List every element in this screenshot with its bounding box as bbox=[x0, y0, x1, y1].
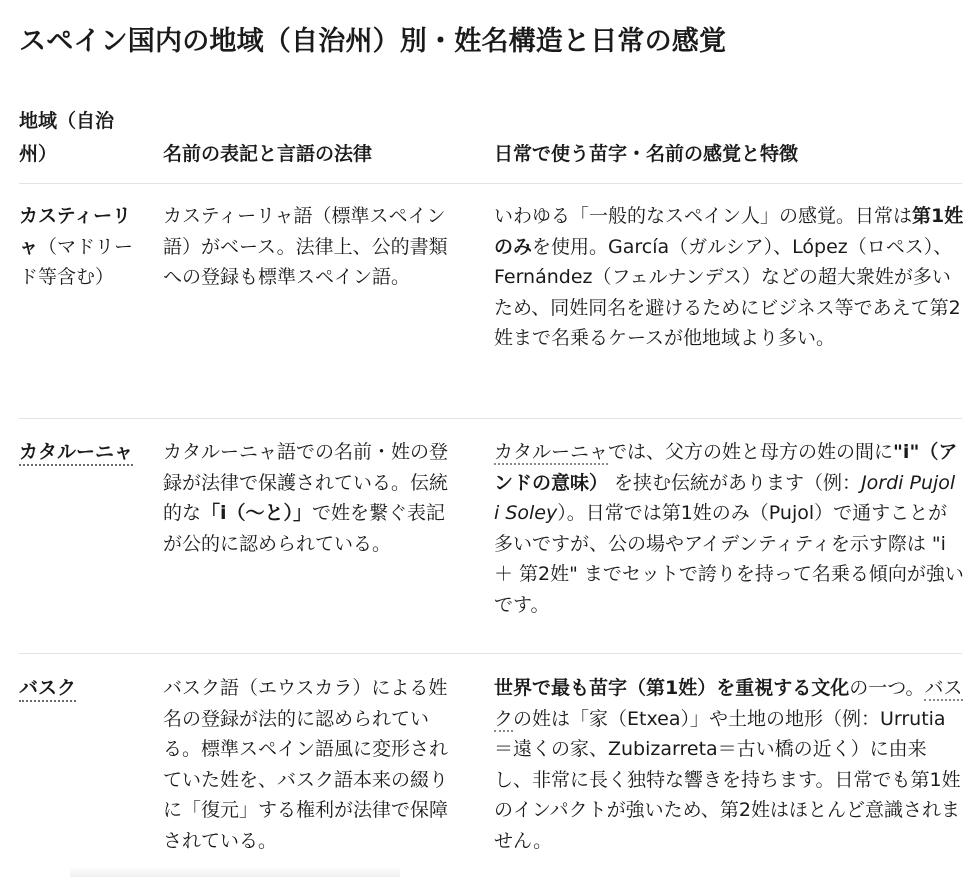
daily-text: の一つ。 bbox=[849, 677, 925, 699]
law-cell: バスク語（エウスカラ）による姓名の登録が法的に認められている。標準スペイン語風に変形されていた姓を、バスク語本来の綴りに「復元」する権利が法律で保障されている。 bbox=[163, 677, 449, 852]
region-note: （マドリード等含む） bbox=[19, 235, 134, 288]
row-divider bbox=[19, 653, 962, 654]
term-link-basque[interactable]: バスク bbox=[494, 677, 963, 730]
region-cell-basque[interactable] bbox=[19, 673, 137, 704]
daily-emphasis: 世界で最も苗字（第1姓）を重視する文化 bbox=[494, 677, 850, 699]
daily-cell bbox=[494, 201, 964, 354]
daily-text: の姓は「家（Etxea）」や土地の地形（例：Urrutia＝遠くの家、Zubizarreta＝古い橋の近く）に由来し、非常に長く独特な響きを持ちます。日常でも第1姓のインパクトが強いため、第2姓はほとんど意識されません。 bbox=[494, 707, 961, 852]
daily-cell bbox=[494, 437, 964, 620]
law-emphasis: 「i（〜と）」 bbox=[201, 502, 313, 524]
scroll-fade bbox=[70, 866, 400, 877]
daily-emphasis: "i"（アンドの意味） bbox=[494, 441, 958, 494]
term-link-catalonia[interactable]: カタルーニャ bbox=[494, 441, 609, 463]
daily-emphasis: 第1姓のみ bbox=[494, 205, 964, 258]
region-cell-castilla bbox=[19, 201, 137, 293]
daily-text: では、父方の姓と母方の姓の間に bbox=[608, 441, 894, 463]
region-name: カスティーリャ bbox=[19, 205, 132, 258]
daily-text: を挟む伝統があります（例： bbox=[608, 471, 862, 494]
daily-example-name: Jordi Pujol i Soley bbox=[494, 471, 956, 524]
law-text: で姓を繋ぐ表記が公的に認められている。 bbox=[163, 502, 446, 555]
daily-text: を使用。García（ガルシア）、López（ロペス）、Fernández（フェルナンデス）などの超大衆姓が多いため、同姓同名を避けるためにビジネス等であえて第2姓まで名乗るケースが他地域より多い。 bbox=[494, 235, 961, 349]
column-header-law: 名前の表記と言語の法律 bbox=[163, 143, 373, 165]
law-text: カタルーニャ語での名前・姓の登録が法律で保護されている。伝統的な bbox=[163, 441, 449, 524]
page-title: スペイン国内の地域（自治州）別・姓名構造と日常の感覚 bbox=[19, 26, 727, 57]
row-divider bbox=[19, 418, 962, 419]
law-cell: カスティーリャ語（標準スペイン語）がベース。法律上、公的書類への登録も標準スペイン語。 bbox=[163, 205, 448, 288]
law-cell bbox=[163, 437, 463, 559]
region-link-basque[interactable]: バスク bbox=[19, 677, 76, 702]
header-divider bbox=[19, 183, 962, 184]
region-link-catalonia[interactable]: カタルーニャ bbox=[19, 441, 133, 466]
daily-cell bbox=[494, 673, 964, 856]
column-header-region: 地域（自治州） bbox=[19, 110, 115, 165]
column-header-daily: 日常で使う苗字・名前の感覚と特徴 bbox=[494, 143, 799, 165]
region-cell-catalonia[interactable] bbox=[19, 437, 137, 468]
daily-text: いわゆる「一般的なスペイン人」の感覚。日常は bbox=[494, 205, 913, 227]
daily-text: ）。日常では第1姓のみ（Pujol）で通すことが多いですが、公の場やアイデンティティを示す際は "i ＋ 第2姓" までセットで誇りを持って名乗る傾向が強いです。 bbox=[494, 502, 964, 616]
